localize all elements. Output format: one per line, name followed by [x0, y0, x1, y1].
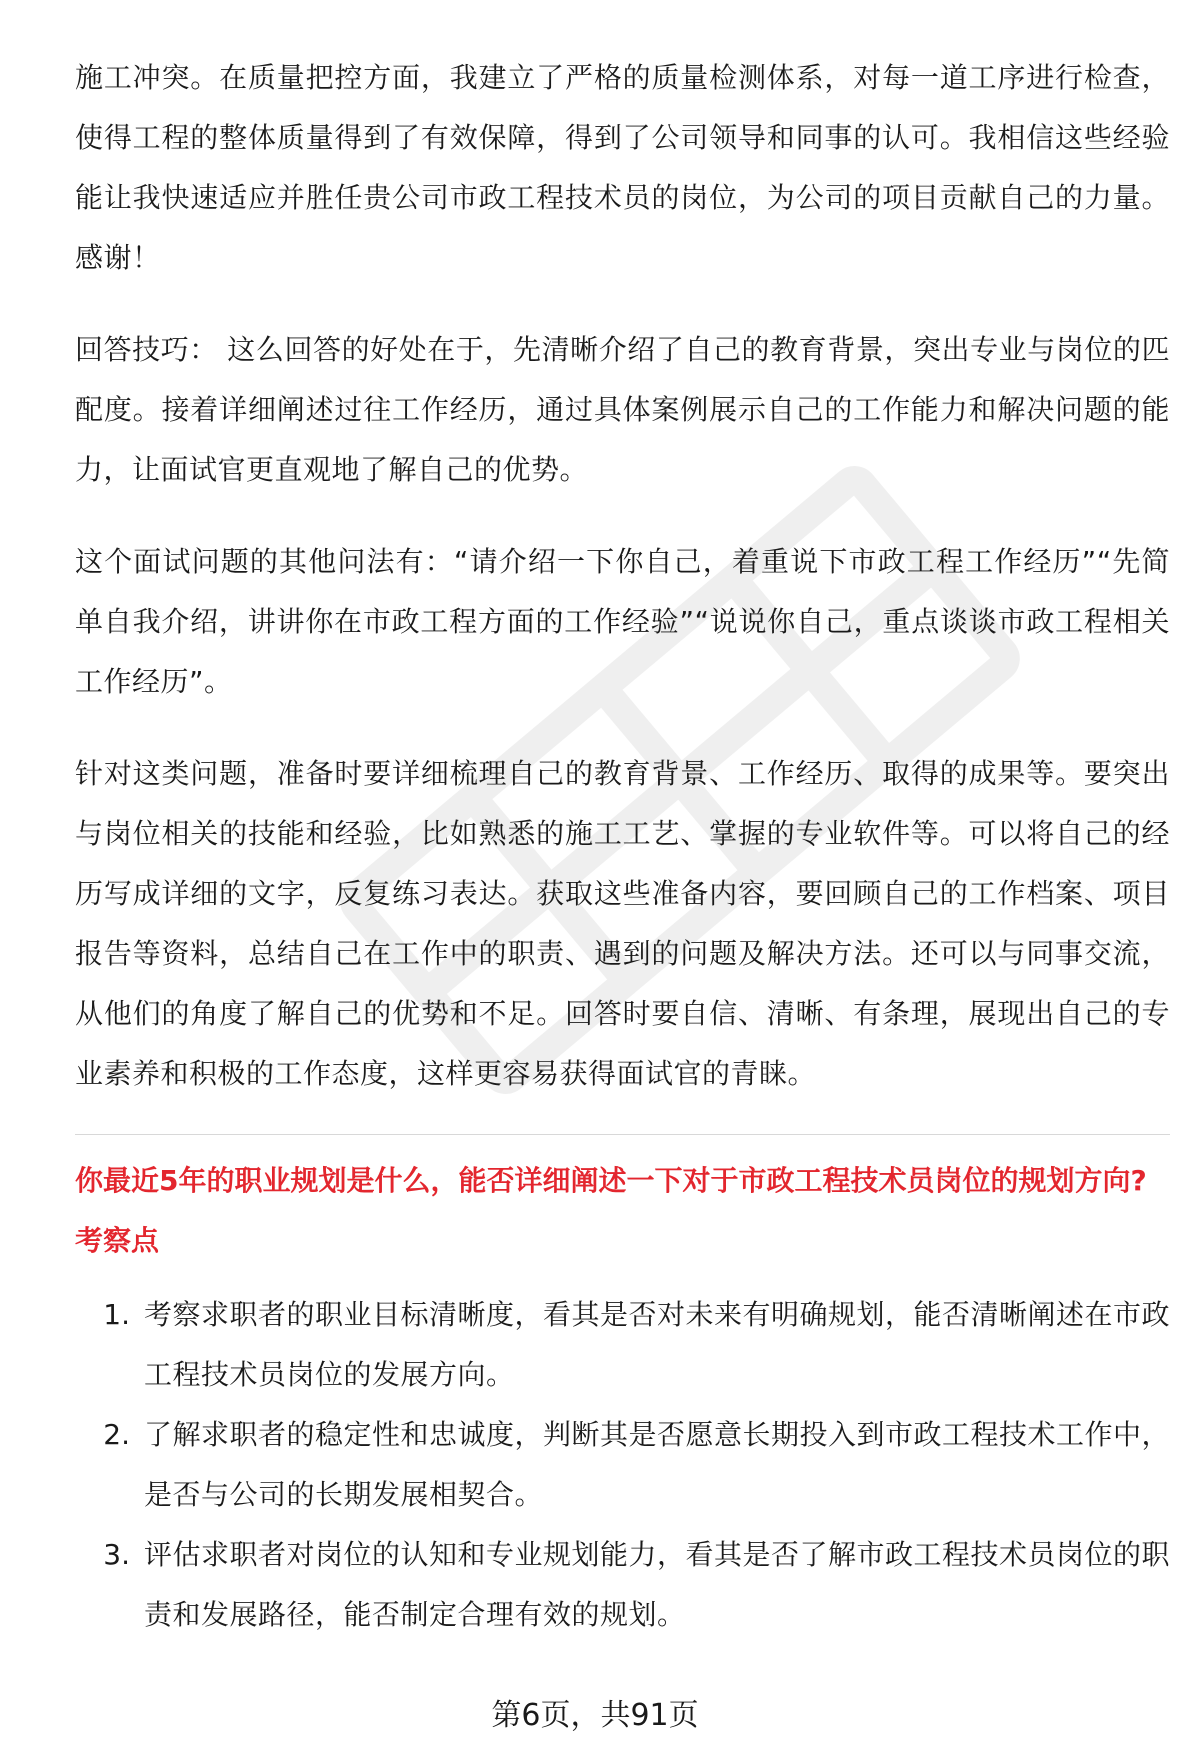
main-content — [75, 48, 1170, 1645]
page-number-footer: 第6页，共91页 — [491, 1698, 699, 1733]
alternative-questions-paragraph: 这个面试问题的其他问法有：“请介绍一下你自己，着重说下市政工程工作经历”“先简单自我介绍，讲讲你在市政工程方面的工作经验”“说说你自己，重点谈谈市政工程相关工作经历”。 — [75, 545, 1170, 698]
list-item-number: 3. — [103, 1538, 130, 1571]
question-heading: 你最近5年的职业规划是什么，能否详细阐述一下对于市政工程技术员岗位的规划方向? — [75, 1164, 1147, 1197]
list-item-text: 评估求职者对岗位的认知和专业规划能力，看其是否了解市政工程技术员岗位的职责和发展路径，能否制定合理有效的规划。 — [144, 1538, 1171, 1631]
list-item-text: 考察求职者的职业目标清晰度，看其是否对未来有明确规划，能否清晰阐述在市政工程技术员岗位的发展方向。 — [144, 1298, 1171, 1391]
preparation-advice-paragraph: 针对这类问题，准备时要详细梳理自己的教育背景、工作经历、取得的成果等。要突出与岗位相关的技能和经验，比如熟悉的施工工艺、掌握的专业软件等。可以将自己的经历写成详细的文字，反复练习表达。获取这些准备内容，要回顾自己的工作档案、项目报告等资料，总结自己在工作中的职责、遇到的问题及解决方法。还可以与同事交流，从他们的角度了解自己的优势和不足。回答时要自信、清晰、有条理，展现出自己的专业素养和积极的工作态度，这样更容易获得面试官的青睐。 — [75, 757, 1170, 1090]
list-item-text: 了解求职者的稳定性和忠诚度，判断其是否愿意长期投入到市政工程技术工作中，是否与公司的长期发展相契合。 — [144, 1418, 1171, 1511]
section-divider — [75, 1134, 1170, 1135]
list-item-number: 2. — [103, 1418, 130, 1451]
list-item — [75, 1285, 1170, 1405]
answer-paragraph-end: 施工冲突。在质量把控方面，我建立了严格的质量检测体系，对每一道工序进行检查，使得工程的整体质量得到了有效保障，得到了公司领导和同事的认可。我相信这些经验能让我快速适应并胜任贵公司市政工程技术员的岗位，为公司的项目贡献自己的力量。感谢！ — [75, 61, 1170, 274]
list-item — [75, 1525, 1170, 1645]
assessment-points-list — [75, 1285, 1170, 1645]
answer-tips-paragraph: 回答技巧： 这么回答的好处在于，先清晰介绍了自己的教育背景，突出专业与岗位的匹配度。接着详细阐述过往工作经历，通过具体案例展示自己的工作能力和解决问题的能力，让面试官更直观地了解自己的优势。 — [75, 333, 1170, 486]
assessment-points-label: 考察点 — [75, 1224, 160, 1257]
list-item-number: 1. — [103, 1298, 130, 1331]
list-item — [75, 1405, 1170, 1525]
